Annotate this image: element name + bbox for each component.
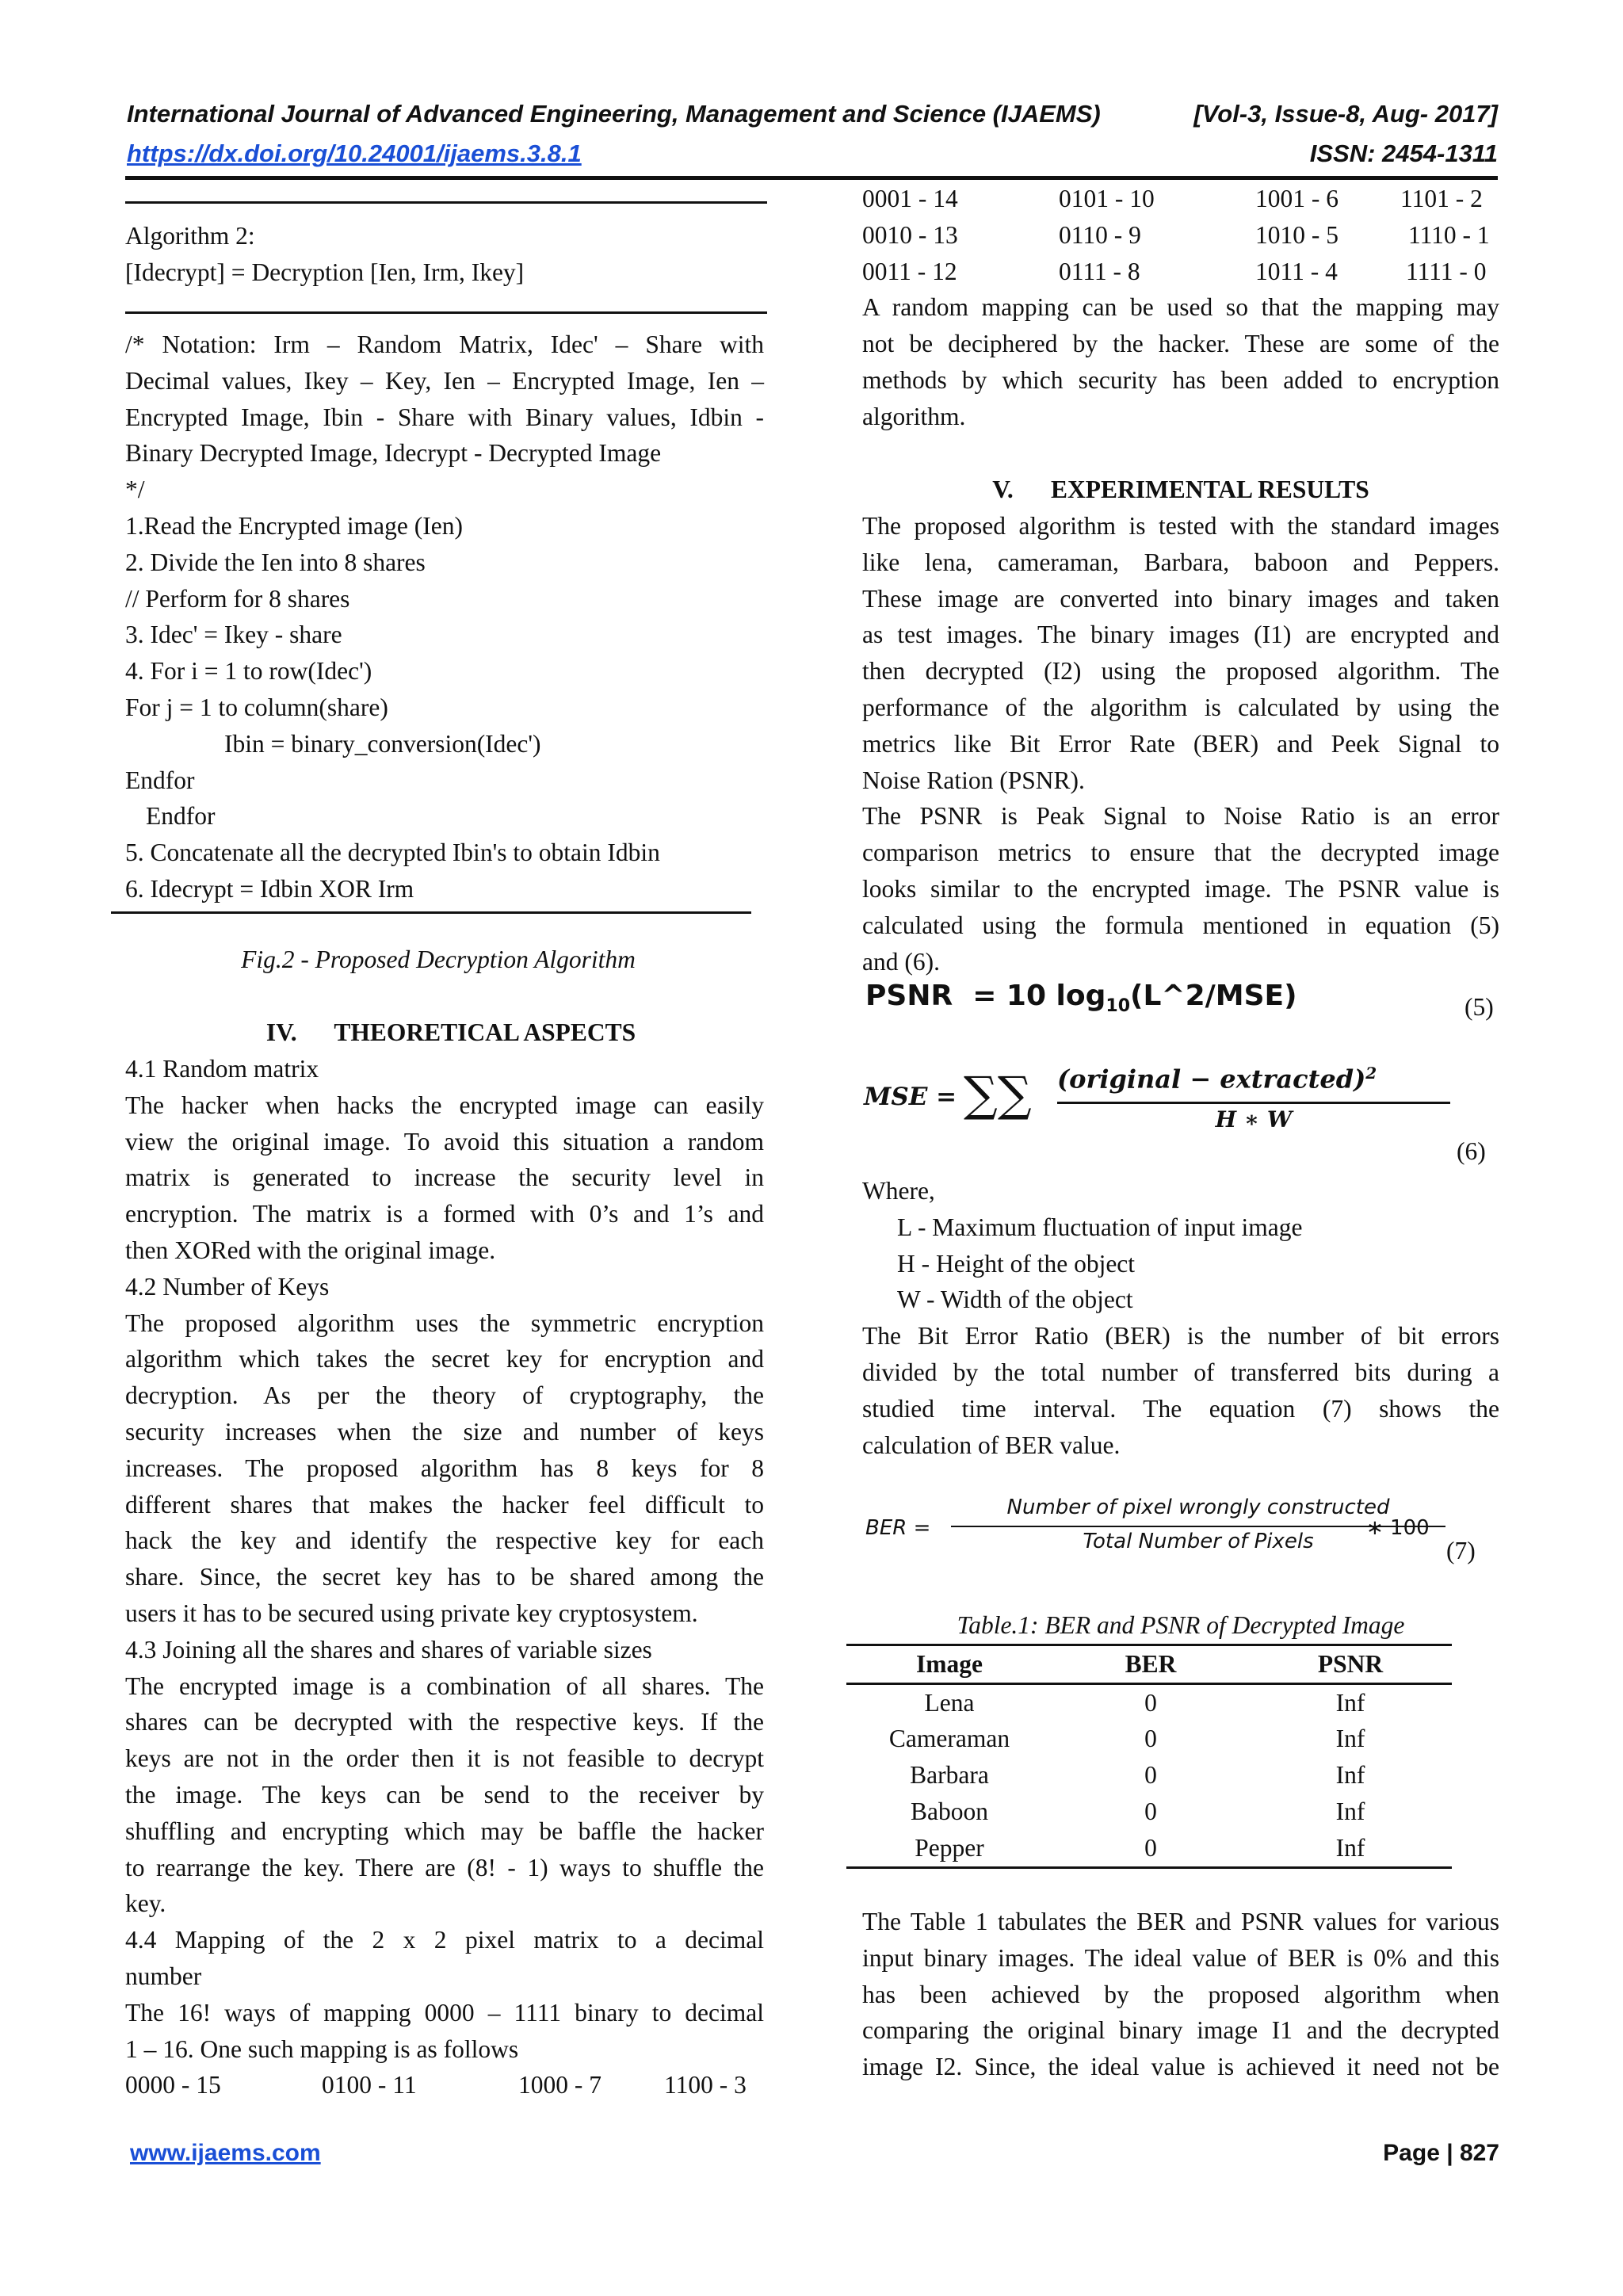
notation-line: /* Notation: Irm – Random Matrix, Idec' – Share with	[125, 330, 764, 358]
paragraph-line: The Bit Error Ratio (BER) is the number of bit errors	[862, 1322, 1499, 1350]
paragraph-line: security increases when the size and number of keys	[125, 1417, 764, 1446]
algo-step: Ibin = binary_conversion(Idec')	[224, 729, 541, 758]
table-row	[846, 1794, 1452, 1830]
mapping-cell: 0000 - 15	[125, 2071, 221, 2099]
where-item: H - Height of the object	[897, 1249, 1136, 1278]
mapping-cell: 0001 - 14	[862, 185, 958, 212]
table-cell: Inf	[1335, 1725, 1365, 1753]
subsection-title: number	[125, 1962, 202, 1990]
algo-step: // Perform for 8 shares	[125, 584, 350, 613]
mapping-cell: 0010 - 13	[862, 220, 958, 249]
eq5-sub: 10	[1106, 996, 1131, 1017]
eq6-lhs: MSE =	[864, 1083, 957, 1111]
paragraph-line: decryption. As per the theory of cryptography, the	[125, 1381, 764, 1410]
doi-link[interactable]: https://dx.doi.org/10.24001/ijaems.3.8.1	[127, 139, 582, 167]
table-cell: Barbara	[910, 1761, 989, 1790]
paragraph-line: comparing the original binary image I1 and the decrypted	[862, 2016, 1499, 2045]
table-cell: Baboon	[911, 1797, 988, 1826]
eq5-rhs: (L^2/MSE)	[1130, 980, 1297, 1012]
mapping-cell: 0011 - 12	[862, 257, 957, 285]
paragraph-line: 1 – 16. One such mapping is as follows	[125, 2034, 519, 2063]
right-column-top	[862, 181, 1499, 435]
paragraph-line: divided by the total number of transferred bits during a	[862, 1358, 1499, 1386]
volume-info: [Vol-3, Issue-8, Aug- 2017]	[1193, 100, 1498, 128]
eq6-denominator: H ∗ W	[1215, 1106, 1293, 1133]
table-cell: 0	[1144, 1761, 1157, 1790]
subsection-title: 4.2 Number of Keys	[125, 1272, 330, 1301]
paragraph-line: The PSNR is Peak Signal to Noise Ratio is an error	[862, 802, 1499, 831]
notation-line: Encrypted Image, Ibin - Share with Binary values, Idbin -	[125, 403, 764, 431]
mapping-row	[125, 2067, 764, 2103]
notation-line: Decimal values, Ikey – Key, Ien – Encrypted Image, Ien –	[125, 366, 764, 395]
where-block	[862, 1173, 1499, 1463]
mapping-row	[862, 181, 1499, 217]
equation-mse	[862, 1060, 1385, 1140]
website-link[interactable]: www.ijaems.com	[130, 2140, 321, 2166]
algo-step: 5. Concatenate all the decrypted Ibin's to obtain Idbin	[125, 839, 660, 867]
right-column-final	[862, 1904, 1499, 2085]
table-row	[846, 1683, 1452, 1721]
equation-ber	[865, 1494, 1436, 1557]
issn: ISSN: 2454-1311	[1309, 139, 1498, 167]
header-rule	[125, 176, 1498, 180]
algo-signature: [Idecrypt] = Decryption [Ien, Irm, Ikey]	[125, 258, 525, 286]
eq6-numerator: (original − extracted)$^2$	[1057, 1064, 1377, 1095]
mapping-cell: 1001 - 6	[1255, 185, 1338, 212]
table-cell: Inf	[1335, 1761, 1365, 1790]
mapping-cell: 1100 - 3	[664, 2071, 747, 2099]
table-cell: Cameraman	[888, 1725, 1010, 1753]
table-cell: Inf	[1335, 1688, 1365, 1717]
paragraph-line: studied time interval. The equation (7) shows the	[862, 1394, 1499, 1423]
mapping-cell: 1101 - 2	[1400, 185, 1483, 212]
notation-line: */	[125, 476, 145, 504]
paragraph-line: shuffling and encrypting which may be baffle the hacker	[125, 1817, 764, 1845]
eq6-sum: ∑∑	[964, 1067, 1032, 1122]
algo-mid-rule	[125, 311, 767, 314]
paragraph-line: image I2. Since, the ideal value is achieved it need not be	[862, 2053, 1499, 2081]
paragraph-line: key.	[125, 1889, 166, 1918]
where-item: L - Maximum fluctuation of input image	[897, 1213, 1303, 1241]
paragraph-line: keys are not in the order then it is not feasible to decrypt	[125, 1744, 764, 1773]
equation-number: (5)	[1465, 993, 1494, 1021]
mapping-cell: 0100 - 11	[322, 2071, 417, 2099]
eq7-lhs: BER =	[865, 1516, 931, 1540]
subsection-title: 4.4 Mapping of the 2 x 2 pixel matrix to a decimal	[125, 1926, 764, 1954]
paragraph-line: hack the key and identify the respective key for each	[125, 1526, 764, 1555]
table-cell: 0	[1144, 1725, 1157, 1753]
left-column-top	[125, 218, 764, 291]
table-cell: 0	[1144, 1833, 1157, 1862]
table-row	[846, 1721, 1452, 1758]
fig-caption: Fig.2 - Proposed Decryption Algorithm	[241, 946, 636, 973]
algo-step: Endfor	[146, 802, 216, 831]
paragraph-line: The 16! ways of mapping 0000 – 1111 binary to decimal	[125, 1998, 764, 2027]
paragraph-line: and (6).	[862, 947, 940, 976]
algo-bottom-rule	[111, 911, 751, 914]
paragraph-line: view the original image. To avoid this situation a random	[125, 1127, 764, 1156]
paragraph-line: methods by which security has been added to encryption	[862, 365, 1499, 394]
paragraph-line: The Table 1 tabulates the BER and PSNR values for various	[862, 1908, 1499, 1935]
paragraph-line: then XORed with the original image.	[125, 1236, 496, 1264]
paragraph-line: as test images. The binary images (I1) are encrypted and	[862, 621, 1499, 649]
results-table	[846, 1646, 1452, 1869]
paragraph-line: looks similar to the encrypted image. The PSNR value is	[862, 874, 1499, 903]
table-row	[846, 1757, 1452, 1794]
section-heading: V. EXPERIMENTAL RESULTS	[992, 476, 1369, 503]
table-cell: Inf	[1335, 1833, 1365, 1862]
paragraph-line: the image. The keys can be send to the receiver by	[125, 1780, 764, 1809]
paragraph-line: Noise Ration (PSNR).	[862, 766, 1085, 794]
algo-step: 6. Idecrypt = Idbin XOR Irm	[125, 874, 414, 903]
eq7-denominator: Total Number of Pixels	[1083, 1530, 1314, 1553]
paragraph-line: comparison metrics to ensure that the decrypted image	[862, 839, 1499, 867]
paragraph-line: share. Since, the secret key has to be shared among the	[125, 1563, 764, 1591]
paragraph-line: These image are converted into binary images and taken	[862, 584, 1499, 613]
algo-step: 2. Divide the Ien into 8 shares	[125, 548, 426, 576]
paragraph-line: A random mapping can be used so that the mapping may	[862, 293, 1499, 322]
table-cell: 0	[1144, 1688, 1157, 1717]
algo-step: For j = 1 to column(share)	[125, 693, 388, 721]
eq7-numerator: Number of pixel wrongly constructed	[1006, 1496, 1390, 1519]
section-heading: IV. THEORETICAL ASPECTS	[265, 1018, 636, 1046]
left-column-algo	[125, 327, 764, 907]
paragraph-line: encryption. The matrix is a formed with 0’s and 1’s and	[125, 1200, 764, 1228]
mapping-cell: 0111 - 8	[1059, 257, 1140, 285]
paragraph-line: not be deciphered by the hacker. These are some of the	[862, 330, 1499, 358]
paragraph-line: The encrypted image is a combination of all shares. The	[125, 1671, 764, 1700]
algo-top-rule	[125, 201, 767, 204]
subsection-title: 4.1 Random matrix	[125, 1055, 319, 1083]
table-header-row	[846, 1646, 1452, 1683]
table-cell: Lena	[924, 1688, 975, 1717]
paragraph-line: users it has to be secured using private key cryptosystem.	[125, 1599, 698, 1627]
paragraph-line: has been achieved by the proposed algorithm when	[862, 1980, 1499, 2008]
paragraph-line: to rearrange the key. There are (8! - 1) ways to shuffle the	[125, 1853, 764, 1881]
paragraph-line: matrix is generated to increase the security level in	[125, 1163, 764, 1192]
eq7-times: ∗ 100	[1366, 1516, 1430, 1540]
paragraph-line: The proposed algorithm uses the symmetric encryption	[125, 1308, 764, 1337]
where-item: W - Width of the object	[897, 1286, 1133, 1314]
table-caption: Table.1: BER and PSNR of Decrypted Image	[957, 1611, 1405, 1639]
paragraph-line: shares can be decrypted with the respective keys. If the	[125, 1708, 764, 1736]
algo-step: 1.Read the Encrypted image (Ien)	[125, 511, 463, 540]
mapping-cell: 1010 - 5	[1255, 220, 1338, 249]
subsection-title: 4.3 Joining all the shares and shares of variable sizes	[125, 1635, 652, 1664]
table-header: BER	[1125, 1649, 1177, 1678]
algo-step: Endfor	[125, 766, 195, 794]
paragraph-line: like lena, cameraman, Barbara, baboon and Peppers.	[862, 548, 1499, 576]
algo-title: Algorithm 2:	[125, 222, 255, 250]
eq5-lhs: PSNR = 10 log	[865, 980, 1106, 1012]
mapping-cell: 1011 - 4	[1255, 257, 1338, 285]
table-cell: Pepper	[915, 1833, 984, 1862]
equation-number: (7)	[1446, 1537, 1476, 1564]
paragraph-line: The hacker when hacks the encrypted image can easily	[125, 1091, 764, 1119]
table-row	[846, 1830, 1452, 1867]
paragraph-line: then decrypted (I2) using the proposed algorithm. The	[862, 657, 1499, 686]
notation-line: Binary Decrypted Image, Idecrypt - Decrypted Image	[125, 439, 662, 468]
mapping-cell: 1110 - 1	[1408, 220, 1490, 249]
paragraph-line: calculated using the formula mentioned in equation (5)	[862, 911, 1499, 939]
table-cell: 0	[1144, 1797, 1157, 1826]
paragraph-line: algorithm which takes the secret key for encryption and	[125, 1345, 764, 1373]
paragraph-line: The proposed algorithm is tested with the standard images	[862, 512, 1499, 540]
mapping-cell: 0110 - 9	[1059, 220, 1141, 249]
paragraph-line: increases. The proposed algorithm has 8 keys for 8	[125, 1454, 764, 1482]
where-label: Where,	[862, 1177, 935, 1205]
right-column-body	[862, 508, 1499, 980]
mapping-cell: 0101 - 10	[1059, 185, 1155, 212]
paragraph-line: calculation of BER value.	[862, 1431, 1121, 1459]
algo-step: 3. Idec' = Ikey - share	[125, 621, 342, 649]
mapping-cell: 1000 - 7	[518, 2071, 601, 2099]
eq6-fraction-bar	[1057, 1102, 1450, 1104]
paragraph-line: performance of the algorithm is calculated by using the	[862, 693, 1499, 721]
algo-step: 4. For i = 1 to row(Idec')	[125, 657, 372, 686]
mapping-row	[862, 217, 1499, 254]
mapping-row	[862, 254, 1499, 290]
page-number: Page | 827	[1383, 2140, 1499, 2166]
mapping-cell: 1111 - 0	[1406, 257, 1487, 285]
paragraph-line: different shares that makes the hacker feel difficult to	[125, 1490, 764, 1519]
paragraph-line: metrics like Bit Error Rate (BER) and Peek Signal to	[862, 729, 1499, 758]
journal-title: International Journal of Advanced Engineering, Management and Science (IJAEMS)	[127, 100, 1101, 128]
equation-number: (6)	[1457, 1137, 1486, 1165]
equation-psnr	[865, 980, 1297, 1016]
table-header: Image	[916, 1649, 983, 1678]
table-header: PSNR	[1317, 1649, 1384, 1678]
paragraph-line: input binary images. The ideal value of BER is 0% and this	[862, 1943, 1499, 1972]
left-column-body	[125, 1051, 764, 2103]
paragraph-line: algorithm.	[862, 402, 966, 430]
table-cell: Inf	[1335, 1797, 1365, 1826]
